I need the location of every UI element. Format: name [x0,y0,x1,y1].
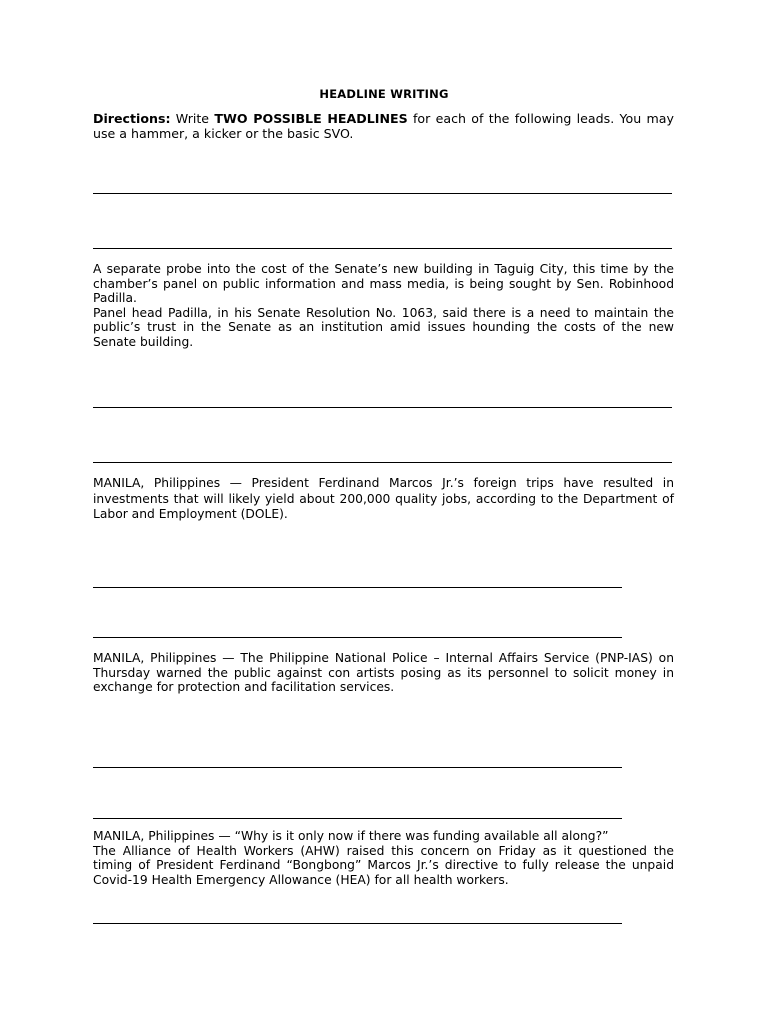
headline-answer-line[interactable] [93,248,672,249]
directions-text [93,112,674,141]
lead-1-paragraph-2: Panel head Padilla, in his Senate Resolution No. 1063, said there is a need to maintain the public’s trust in the Senate as an institution amid issues hounding the costs of the new Senate building. [93,305,674,349]
directions-label: Directions: [93,111,171,126]
lead-1-paragraph-1: A separate probe into the cost of the Senate’s new building in Taguig City, this time by the chamber’s panel on public information and mass media, is being sought by Sen. Robinhood Padilla. [93,262,674,306]
lead-paragraph [93,829,674,887]
lead-4-paragraph-2: The Alliance of Health Workers (AHW) raised this concern on Friday as it questioned the timing of President Ferdinand “Bongbong” Marcos Jr.’s directive to fully release the unpaid Covid-19 Health Emergency Allowance (HEA) for all health workers. [93,843,674,887]
headline-answer-line[interactable] [93,637,622,638]
headline-answer-line[interactable] [93,587,622,588]
directions-pre: Write [170,111,215,126]
headline-answer-line[interactable] [93,818,622,819]
lead-4-paragraph-1: MANILA, Philippines — “Why is it only now if there was funding available all along?” [93,829,609,843]
page-title: HEADLINE WRITING [319,87,449,101]
headline-answer-line[interactable] [93,767,622,768]
directions-emphasis: TWO POSSIBLE HEADLINES [214,111,408,126]
headline-answer-line[interactable] [93,407,672,408]
lead-paragraph [93,262,674,350]
headline-answer-line[interactable] [93,193,672,194]
headline-answer-line[interactable] [93,462,672,463]
directions-post: for each of the following leads. You may use a hammer, a kicker or the basic SVO. [93,111,674,141]
lead-paragraph [93,651,674,695]
lead-paragraph [93,476,674,523]
lead-2-paragraph-1: MANILA, Philippines — President Ferdinand Marcos Jr.’s foreign trips have resulted in investments that will likely yield about 200,000 quality jobs, according to the Department of Labor and Employment (DOLE). [93,476,674,521]
lead-3-paragraph-1: MANILA, Philippines — The Philippine National Police – Internal Affairs Service (PNP-IAS) on Thursday warned the public against con artists posing as its personnel to solicit money in exchange for protection and facilitation services. [93,651,674,695]
headline-answer-line[interactable] [93,923,622,924]
